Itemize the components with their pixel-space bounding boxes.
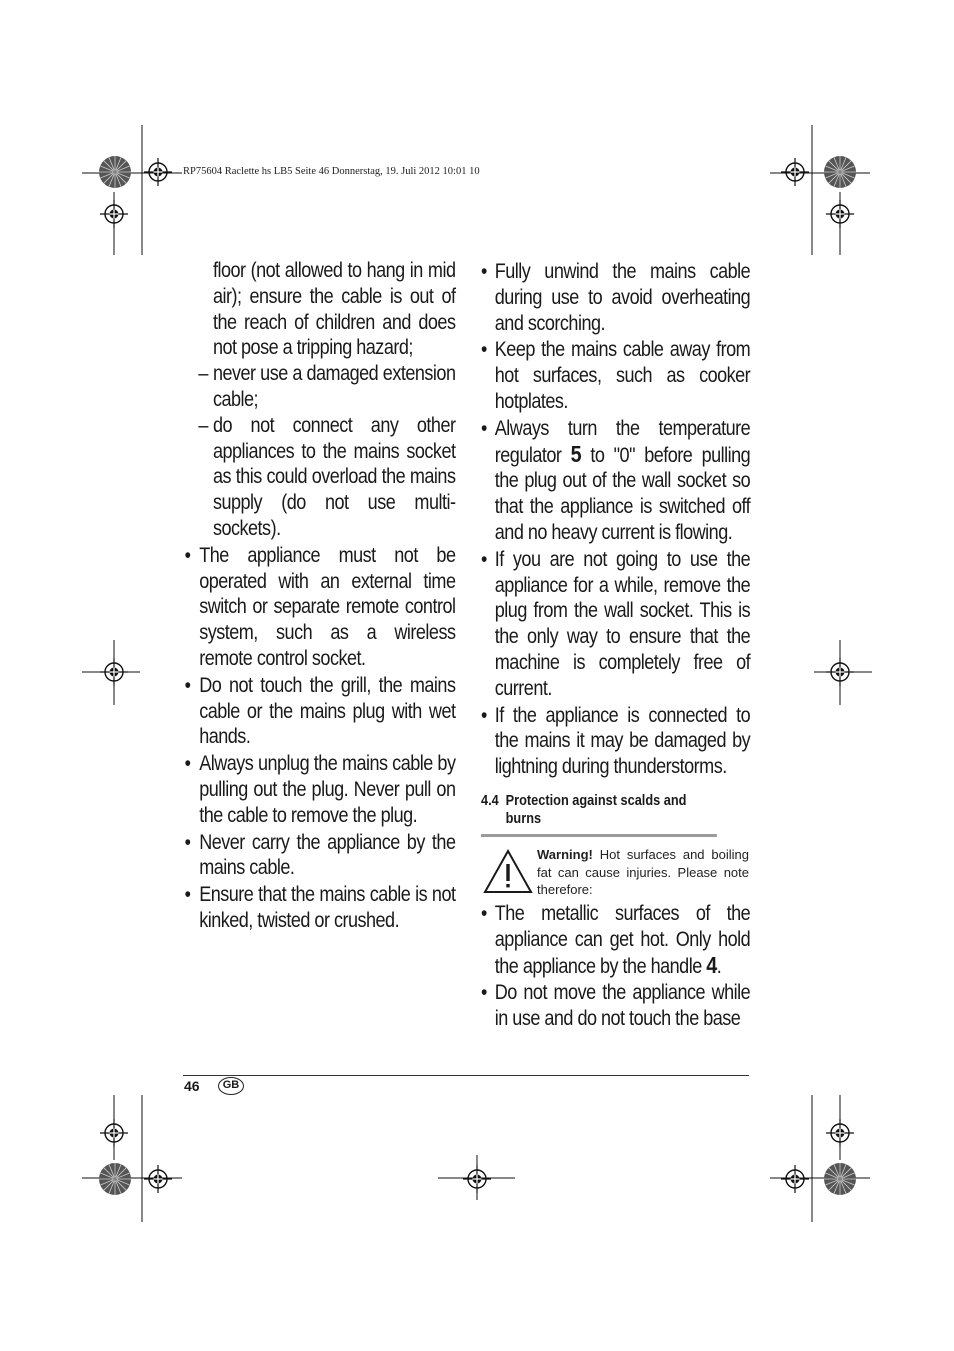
bullet-item (182, 882, 455, 934)
dash-item (182, 361, 455, 413)
bullet-mark: • (481, 260, 487, 283)
right-column (481, 258, 750, 780)
footer-rule (183, 1075, 749, 1076)
bullet-item (481, 337, 750, 414)
bullet-item-text: If you are not going to use the appliance for a while, remove the plug from the wall socket. This is the only way to ensure that the machine is completely free of current. (494, 547, 751, 700)
section-title-line2: burns (505, 811, 542, 827)
registration-mark-icon (826, 658, 854, 686)
bullet-item (481, 259, 750, 336)
registration-mark-icon (463, 1165, 491, 1193)
country-badge: GB (218, 1077, 244, 1095)
bullet-item (481, 416, 750, 546)
right-column-lower (481, 900, 750, 1032)
bullet-item (481, 980, 750, 1032)
bullet-mark: • (184, 673, 191, 697)
continuation-text: floor (not allowed to hang in mid air); ensure the cable is out of the reach of children and does not pose a tripping hazard; (212, 259, 456, 360)
bullet-item (481, 547, 750, 702)
section-heading (481, 792, 717, 837)
regulator-text-after: to "0" before pulling the plug out of the wall socket so that the appliance is switched off and no heavy current is flowing. (494, 443, 751, 544)
bullet-mark: • (184, 543, 191, 567)
color-calibration-circle-icon (824, 156, 856, 188)
section-number: 4.4 (481, 793, 499, 809)
bullet-mark: • (184, 752, 191, 776)
bullet-item-text: Never carry the appliance by the mains cable. (199, 830, 456, 880)
dash-mark: – (198, 413, 208, 437)
registration-mark-icon (100, 200, 128, 228)
handle-text-after: . (716, 954, 722, 978)
bullet-item (182, 673, 455, 750)
bullet-mark: • (481, 902, 487, 925)
dash-mark: – (198, 362, 208, 386)
warning-label: Warning! (537, 847, 593, 862)
bullet-mark: • (481, 416, 487, 440)
bullet-item (481, 703, 750, 780)
bullet-mark: • (184, 830, 191, 854)
bullet-item (182, 543, 455, 672)
registration-mark-icon (144, 1165, 172, 1193)
bullet-item-text: The appliance must not be operated with an external time switch or separate remote control system, such as a wireless remote control socket. (199, 543, 456, 670)
bullet-item-text: If the appliance is connected to the mains it may be damaged by lightning during thunderstorms. (494, 703, 751, 779)
registration-mark-icon (100, 1119, 128, 1147)
section-title-line1: Protection against scalds and (505, 793, 687, 809)
bullet-item (182, 751, 455, 828)
bullet-item-text: Ensure that the mains cable is not kinked, twisted or crushed. (199, 883, 456, 932)
dash-item-text: do not connect any other appliances to the mains socket as this could overload the mains supply (do not use multi-sockets). (212, 413, 456, 540)
color-calibration-circle-icon (99, 1163, 131, 1195)
bullet-mark: • (184, 883, 191, 907)
color-calibration-circle-icon (99, 156, 131, 188)
registration-mark-icon (100, 658, 128, 686)
registration-mark-icon (826, 1119, 854, 1147)
bullet-item-text: Always unplug the mains cable by pulling out the plug. Never pull on the cable to remove the plug. (199, 752, 456, 827)
registration-mark-icon (826, 200, 854, 228)
left-column (182, 258, 455, 934)
registration-mark-icon (781, 158, 809, 186)
warning-body: Hot surfaces and boiling fat can cause injuries. Please note therefore: (537, 847, 749, 897)
handle-text-before: The metallic surfaces of the appliance can get hot. Only hold the appliance by the handle (494, 902, 751, 978)
bullet-item-text: Keep the mains cable away from hot surfaces, such as cooker hotplates. (494, 338, 751, 413)
bullet-mark: • (481, 703, 487, 727)
bullet-item (481, 901, 750, 979)
bullet-mark: • (481, 981, 487, 1005)
bullet-mark: • (481, 338, 487, 362)
handle-part-number: 4 (706, 951, 717, 978)
registration-mark-icon (781, 1165, 809, 1193)
bullet-mark: • (481, 547, 487, 571)
regulator-text-before: Always turn the temperature regulator (494, 416, 751, 467)
warning-box (481, 846, 749, 898)
dash-item (182, 413, 455, 542)
dash-item-text: never use a damaged extension cable; (212, 362, 456, 411)
bullet-item-text: Do not touch the grill, the mains cable or the mains plug with wet hands. (199, 673, 456, 749)
regulator-part-number: 5 (570, 440, 582, 467)
registration-mark-icon (144, 158, 172, 186)
warning-text (537, 846, 749, 899)
bullet-item-text: Fully unwind the mains cable during use to avoid overheating and scorching. (494, 260, 751, 335)
bullet-item (182, 830, 455, 882)
color-calibration-circle-icon (824, 1163, 856, 1195)
warning-triangle-icon (483, 848, 533, 894)
page-number: 46 (184, 1078, 200, 1094)
print-header: RP75604 Raclette hs LB5 Seite 46 Donnerstag, 19. Juli 2012 10:01 10 (183, 166, 480, 177)
bullet-item-text: Do not move the appliance while in use and do not touch the base (494, 981, 751, 1031)
